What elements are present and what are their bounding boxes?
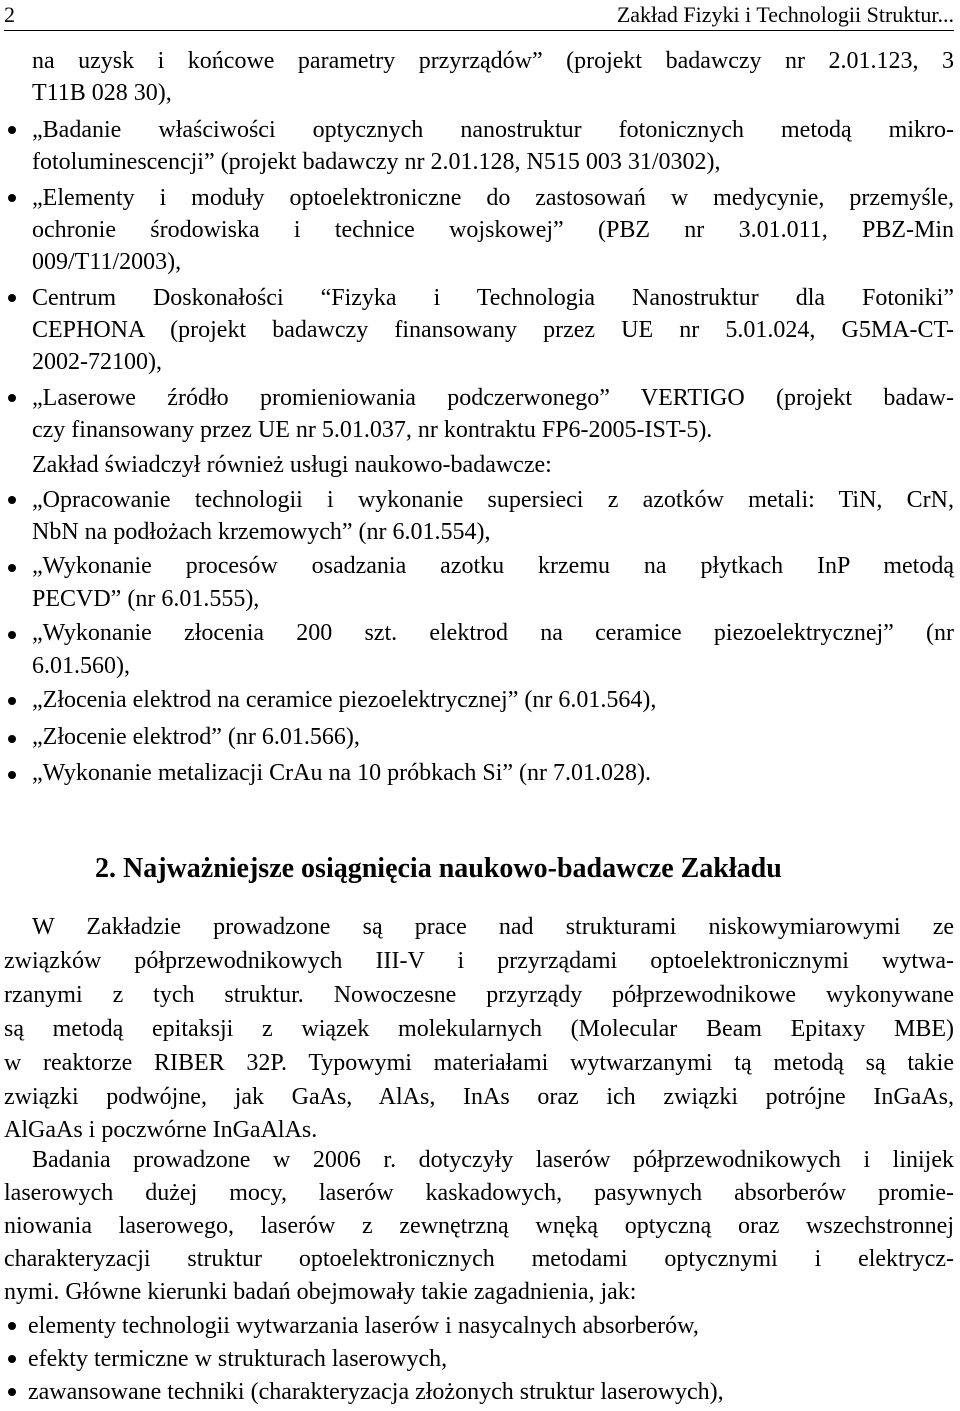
paragraph-2-line-1: Badania prowadzone w 2006 r. dotyczyły laserów półprzewodnikowych i linijek bbox=[32, 1147, 954, 1173]
service-3-line-1: „Wykonanie złocenia 200 szt. elektrod na ceramice piezoelektrycznej” (nr bbox=[32, 620, 954, 646]
service-4-line-1: „Złocenia elektrod na ceramice piezoelektrycznej” (nr 6.01.564), bbox=[32, 687, 657, 713]
bullet-icon bbox=[8, 771, 16, 779]
paragraph-1-line-7: AlGaAs i poczwórne InGaAlAs. bbox=[4, 1117, 318, 1143]
service-2-line-2: PECVD” (nr 6.01.555), bbox=[32, 586, 260, 612]
bullet-icon bbox=[8, 564, 16, 572]
project-3-line-3: 2002-72100), bbox=[32, 349, 162, 375]
project-1-line-2: fotoluminescencji” (projekt badawczy nr 2.01.128, N515 003 31/0302), bbox=[32, 149, 721, 175]
service-5-line-1: „Złocenie elektrod” (nr 6.01.566), bbox=[32, 724, 360, 750]
bullet-icon bbox=[8, 126, 16, 134]
topic-item: zawansowane techniki (charakteryzacja złożonych struktur laserowych), bbox=[28, 1379, 724, 1405]
paragraph-1-line-2: związków półprzewodnikowych III-V i przyrządami optoelektronicznymi wytwa- bbox=[4, 948, 954, 974]
paragraph-1-line-1: W Zakładzie prowadzone są prace nad strukturami niskowymiarowymi ze bbox=[32, 914, 954, 940]
paragraph-2-line-4: charakteryzacji struktur optoelektronicznych metodami optycznymi i elektrycz- bbox=[4, 1246, 954, 1272]
service-1-line-1: „Opracowanie technologii i wykonanie supersieci z azotków metali: TiN, CrN, bbox=[32, 487, 954, 513]
bullet-icon bbox=[8, 1388, 16, 1396]
project-3-line-2: CEPHONA (projekt badawczy finansowany przez UE nr 5.01.024, G5MA-CT- bbox=[32, 317, 954, 343]
bullet-icon bbox=[8, 194, 16, 202]
project-continued-line-1: na uzysk i końcowe parametry przyrządów” (projekt badawczy nr 2.01.123, 3 bbox=[32, 48, 954, 74]
project-2-line-3: 009/T11/2003), bbox=[32, 249, 182, 275]
services-intro: Zakład świadczył również usługi naukowo-badawcze: bbox=[32, 452, 552, 478]
paragraph-1-line-5: w reaktorze RIBER 32P. Typowymi materiałami wytwarzanymi tą metodą są takie bbox=[4, 1050, 954, 1076]
paragraph-2-line-5: nymi. Główne kierunki badań obejmowały takie zagadnienia, jak: bbox=[4, 1279, 637, 1305]
service-3-line-2: 6.01.560), bbox=[32, 653, 130, 679]
project-1-line-1: „Badanie właściwości optycznych nanostruktur fotonicznych metodą mikro- bbox=[32, 117, 954, 143]
bullet-icon bbox=[8, 1322, 16, 1330]
paragraph-1-line-4: są metodą epitaksji z wiązek molekularnych (Molecular Beam Epitaxy MBE) bbox=[4, 1016, 954, 1042]
project-2-line-1: „Elementy i moduły optoelektroniczne do zastosowań w medycynie, przemyśle, bbox=[32, 185, 954, 211]
running-header bbox=[4, 0, 954, 31]
bullet-icon bbox=[8, 735, 16, 743]
topic-item: efekty termiczne w strukturach laserowych, bbox=[28, 1346, 448, 1372]
project-4-line-2: czy finansowany przez UE nr 5.01.037, nr kontraktu FP6-2005-IST-5). bbox=[32, 417, 713, 443]
service-2-line-1: „Wykonanie procesów osadzania azotku krzemu na płytkach InP metodą bbox=[32, 553, 954, 579]
topic-item: elementy technologii wytwarzania laserów i nasycalnych absorberów, bbox=[28, 1313, 699, 1339]
bullet-icon bbox=[8, 1355, 16, 1363]
project-2-line-2: ochronie środowiska i technice wojskowej” (PBZ nr 3.01.011, PBZ-Min bbox=[32, 217, 954, 243]
service-1-line-2: NbN na podłożach krzemowych” (nr 6.01.554), bbox=[32, 519, 491, 545]
bullet-icon bbox=[8, 394, 16, 402]
section-heading: 2. Najważniejsze osiągnięcia naukowo-badawcze Zakładu bbox=[95, 853, 782, 884]
project-continued-line-2: T11B 028 30), bbox=[32, 80, 172, 106]
page-number: 2 bbox=[4, 2, 15, 27]
paragraph-2-line-3: niowania laserowego, laserów z zewnętrzną wnęką optyczną oraz wszechstronnej bbox=[4, 1213, 954, 1239]
project-3-line-1: Centrum Doskonałości “Fizyka i Technologia Nanostruktur dla Fotoniki” bbox=[32, 285, 954, 311]
bullet-icon bbox=[8, 294, 16, 302]
bullet-icon bbox=[8, 496, 16, 504]
project-4-line-1: „Laserowe źródło promieniowania podczerwonego” VERTIGO (projekt badaw- bbox=[32, 385, 954, 411]
service-6-line-1: „Wykonanie metalizacji CrAu na 10 próbkach Si” (nr 7.01.028). bbox=[32, 760, 652, 786]
paragraph-2-line-2: laserowych dużej mocy, laserów kaskadowych, pasywnych absorberów promie- bbox=[4, 1180, 954, 1206]
bullet-icon bbox=[8, 697, 16, 705]
running-title: Zakład Fizyki i Technologii Struktur... bbox=[616, 2, 954, 27]
paragraph-1-line-6: związki podwójne, jak GaAs, AlAs, InAs oraz ich związki potrójne InGaAs, bbox=[4, 1084, 954, 1110]
bullet-icon bbox=[8, 631, 16, 639]
paragraph-1-line-3: rzanymi z tych struktur. Nowoczesne przyrządy półprzewodnikowe wykonywane bbox=[4, 982, 954, 1008]
